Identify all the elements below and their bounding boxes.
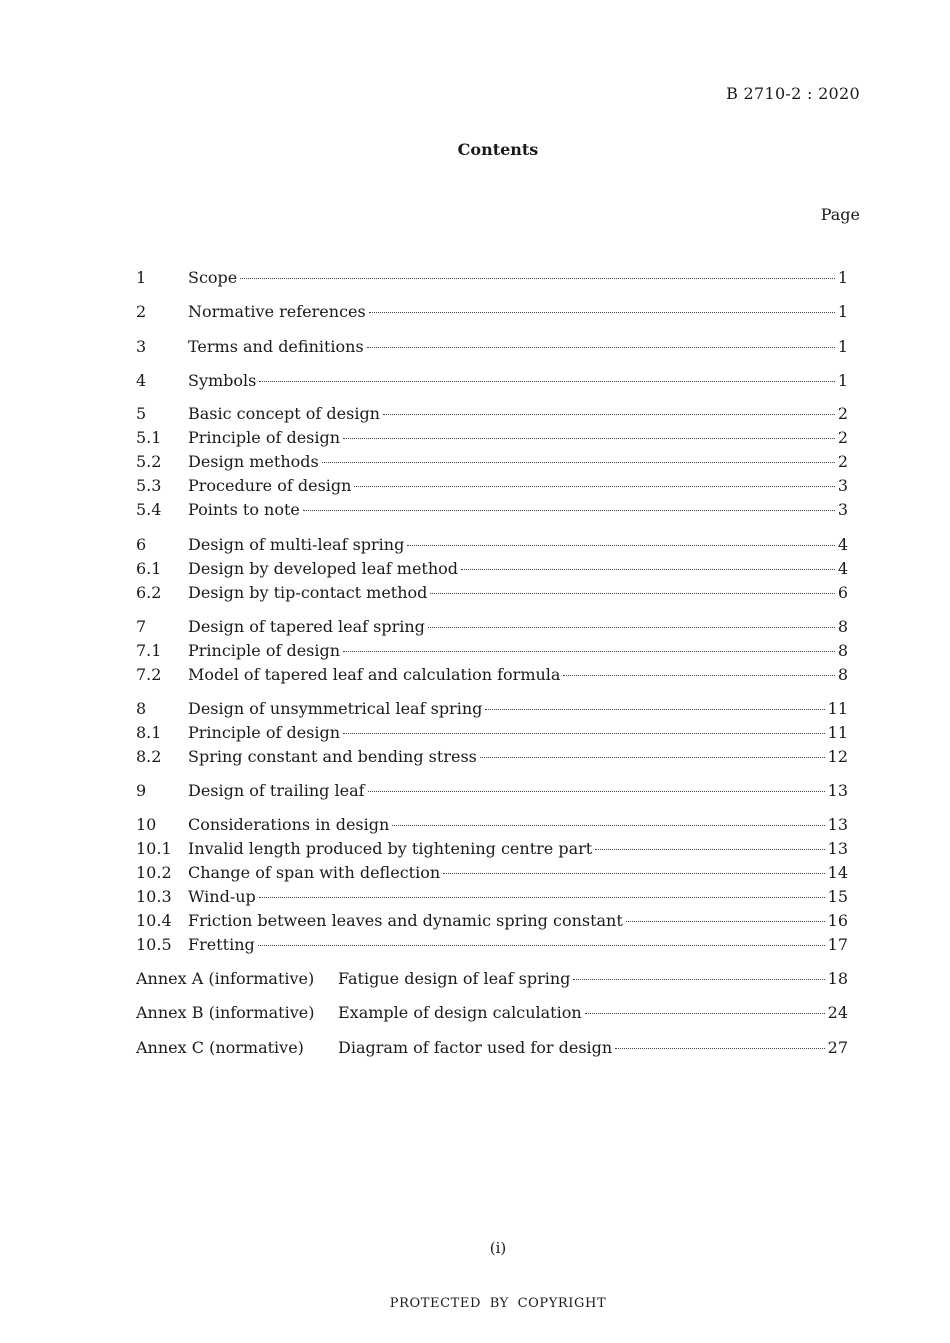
dot-leader [563,675,834,676]
toc-entry-title: Considerations in design [188,815,390,834]
toc-entry[interactable] [136,268,848,288]
toc-entry-page: 16 [827,911,848,930]
toc-entry[interactable] [136,559,848,579]
toc-entry-number: 10.2 [136,863,172,882]
dot-leader [343,733,825,734]
toc-entry-title: Procedure of design [188,476,352,495]
toc-entry-number: 7 [136,617,147,636]
dot-leader [626,921,825,922]
dot-leader [615,1048,824,1049]
toc-entry[interactable] [136,911,848,931]
toc-entry-number: 3 [136,337,147,356]
dot-leader [240,278,835,279]
toc-entry-page: 14 [827,863,848,882]
toc-entry-page: 3 [837,500,848,519]
toc-entry[interactable] [136,404,848,424]
toc-entry-page: 1 [837,371,848,390]
toc-entry-page: 8 [837,641,848,660]
toc-entry[interactable] [136,815,848,835]
toc-entry-title: Design of trailing leaf [188,781,365,800]
toc-entry-number: 10.1 [136,839,172,858]
toc-entry[interactable] [136,665,848,685]
contents-title: Contents [457,140,539,159]
toc-entry-title: Fretting [188,935,255,954]
dot-leader [259,381,834,382]
dot-leader [258,945,825,946]
toc-entry-page: 4 [837,535,848,554]
toc-entry-title: Design by developed leaf method [188,559,459,578]
toc-entry-title: Change of span with deflection [188,863,441,882]
dot-leader [392,825,824,826]
toc-entry-page: 2 [837,452,848,471]
annex-page: 27 [827,1038,848,1057]
toc-entry-title: Friction between leaves and dynamic spring constant [188,911,623,930]
toc-entry[interactable] [136,641,848,661]
toc-entry-number: 9 [136,781,147,800]
dot-leader [354,486,834,487]
page-column-header: Page [820,205,860,224]
dot-leader [383,414,835,415]
toc-entry[interactable] [136,302,848,322]
dot-leader [480,757,825,758]
annex-title: Diagram of factor used for design [338,1038,613,1057]
toc-entry-title: Model of tapered leaf and calculation formula [188,665,561,684]
annex-label: Annex B (informative) [136,1003,315,1022]
annex-label: Annex C (normative) [136,1038,304,1057]
footer-page-number: (i) [489,1239,507,1257]
toc-entry[interactable] [136,723,848,743]
toc-entry-title: Spring constant and bending stress [188,747,477,766]
toc-entry-number: 7.1 [136,641,162,660]
toc-entry-page: 11 [827,699,848,718]
dot-leader [430,593,834,594]
toc-entry-page: 12 [827,747,848,766]
toc-entry[interactable] [136,781,848,801]
dot-leader [343,438,835,439]
toc-entry[interactable] [136,583,848,603]
dot-leader [303,510,835,511]
toc-entry-number: 1 [136,268,147,287]
dot-leader [368,791,825,792]
toc-entry-number: 10.4 [136,911,172,930]
toc-entry[interactable] [136,500,848,520]
dot-leader [485,709,824,710]
toc-entry-title: Points to note [188,500,300,519]
toc-annex-entry[interactable] [136,1003,848,1023]
toc-entry-page: 8 [837,617,848,636]
toc-entry[interactable] [136,337,848,357]
toc-entry-number: 10.3 [136,887,172,906]
toc-entry-page: 2 [837,404,848,423]
toc-entry-title: Basic concept of design [188,404,380,423]
dot-leader [585,1013,825,1014]
dot-leader [461,569,835,570]
table-of-contents [136,0,848,1100]
dot-leader [443,873,825,874]
toc-entry-page: 1 [837,268,848,287]
toc-entry-number: 6.2 [136,583,162,602]
toc-entry-page: 15 [827,887,848,906]
toc-entry-page: 17 [827,935,848,954]
dot-leader [407,545,834,546]
toc-entry[interactable] [136,428,848,448]
toc-entry[interactable] [136,887,848,907]
toc-entry-title: Design of unsymmetrical leaf spring [188,699,483,718]
toc-entry-number: 5.2 [136,452,162,471]
toc-entry-number: 2 [136,302,147,321]
annex-label: Annex A (informative) [136,969,315,988]
toc-entry-page: 3 [837,476,848,495]
toc-entry-number: 8.2 [136,747,162,766]
toc-entry-number: 7.2 [136,665,162,684]
toc-entry-title: Normative references [188,302,366,321]
toc-entry[interactable] [136,452,848,472]
toc-entry-page: 4 [837,559,848,578]
toc-annex-entry[interactable] [136,1038,848,1058]
toc-entry-title: Design methods [188,452,319,471]
toc-entry-number: 8.1 [136,723,162,742]
toc-entry-page: 2 [837,428,848,447]
toc-entry-page: 8 [837,665,848,684]
dot-leader [322,462,835,463]
toc-entry-number: 6 [136,535,147,554]
toc-entry-number: 4 [136,371,147,390]
toc-entry-number: 5.1 [136,428,162,447]
toc-entry-title: Terms and definitions [188,337,364,356]
toc-entry-title: Principle of design [188,723,341,742]
toc-entry-page: 13 [827,781,848,800]
toc-entry[interactable] [136,747,848,767]
toc-entry-page: 11 [827,723,848,742]
toc-entry-page: 1 [837,337,848,356]
toc-entry-title: Design of tapered leaf spring [188,617,425,636]
dot-leader [369,312,835,313]
toc-entry[interactable] [136,935,848,955]
toc-entry-title: Wind-up [188,887,256,906]
dot-leader [573,979,824,980]
toc-entry[interactable] [136,699,848,719]
toc-entry-title: Design of multi-leaf spring [188,535,405,554]
copyright-notice: PROTECTED BY COPYRIGHT [389,1296,607,1311]
toc-entry[interactable] [136,476,848,496]
toc-entry-page: 6 [837,583,848,602]
toc-entry[interactable] [136,535,848,555]
toc-entry-page: 13 [827,815,848,834]
dot-leader [595,849,824,850]
toc-entry-number: 5 [136,404,147,423]
annex-title: Fatigue design of leaf spring [338,969,571,988]
toc-entry-number: 5.3 [136,476,162,495]
toc-entry-title: Scope [188,268,238,287]
annex-title: Example of design calculation [338,1003,582,1022]
toc-entry-title: Design by tip-contact method [188,583,428,602]
annex-page: 18 [827,969,848,988]
toc-entry[interactable] [136,617,848,637]
toc-entry-title: Invalid length produced by tightening centre part [188,839,593,858]
standard-id: B 2710-2 : 2020 [726,84,860,103]
toc-entry-number: 8 [136,699,147,718]
toc-entry[interactable] [136,863,848,883]
toc-entry-number: 10.5 [136,935,172,954]
toc-entry[interactable] [136,371,848,391]
toc-entry-number: 5.4 [136,500,162,519]
toc-entry[interactable] [136,839,848,859]
dot-leader [367,347,835,348]
toc-annex-entry[interactable] [136,969,848,989]
toc-entry-page: 13 [827,839,848,858]
toc-entry-title: Symbols [188,371,257,390]
toc-entry-title: Principle of design [188,428,341,447]
dot-leader [259,897,825,898]
dot-leader [343,651,835,652]
toc-entry-number: 10 [136,815,157,834]
annex-page: 24 [827,1003,848,1022]
toc-entry-page: 1 [837,302,848,321]
dot-leader [428,627,835,628]
toc-entry-number: 6.1 [136,559,162,578]
toc-entry-title: Principle of design [188,641,341,660]
